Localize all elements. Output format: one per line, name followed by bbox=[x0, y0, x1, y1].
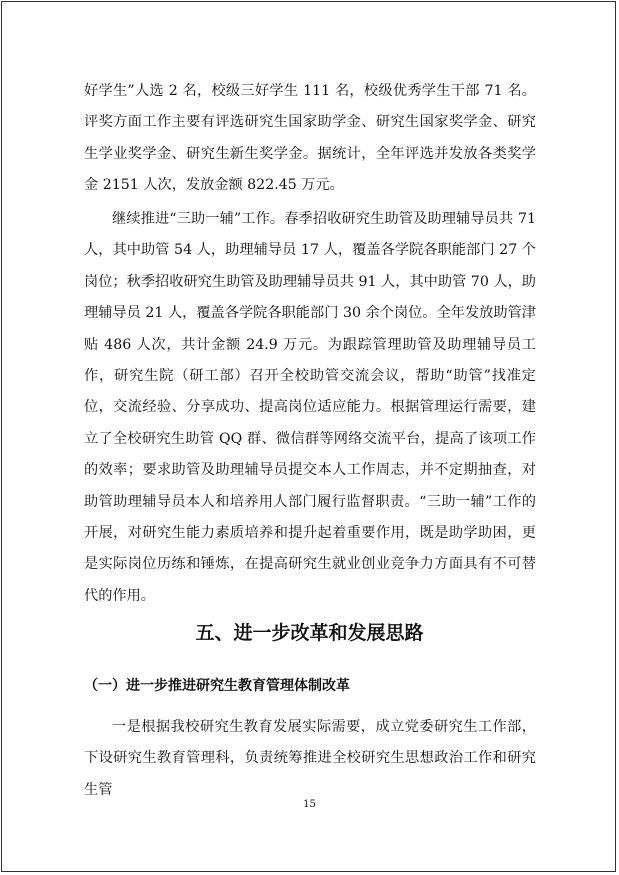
body-paragraph-three-aids: 继续推进“三助一辅”工作。春季招收研究生助管及助理辅导员共 71 人，其中助管 54 人，助理辅导员 17 人，覆盖各学院各职能部门 27 个岗位；秋季招收研究生助管及助理辅导员共 91 人，其中助管 70 人，助理辅导员 21 人，覆盖各学院各职能部门 30 余个岗位。全年发放助管津贴 486 人次，共计金额 24.9 万元。为跟踪管理助管及助理辅导员工作，研究生院（研工部）召开全校助管交流会议，帮助“助管”找准定位，交流经验、分享成功、提高岗位适应能力。根据管理运行需要，建立了全校研究生助管 QQ 群、微信群等网络交流平台，提高了该项工作的效率；要求助管及助理辅导员提交本人工作周志，并不定期抽查，对助管助理辅导员本人和培养用人部门履行监督职责。“三助一辅”工作的开展，对研究生能力素质培养和提升起着重要作用，既是助学助困，更是实际岗位历练和锤炼，在提高研究生就业创业竞争力方面具有不可替代的作用。 bbox=[84, 211, 536, 604]
body-paragraph-awards: 好学生”人选 2 名，校级三好学生 111 名，校级优秀学生干部 71 名。评奖方面工作主要有评选研究生国家助学金、研究生国家奖学金、研究生学业奖学金、研究生新生奖学金。据统计，全年评选并发放各类奖学金 2151 人次，发放金额 822.45 万元。 bbox=[84, 83, 536, 194]
sub-heading: （一）进一步推进研究生教育管理体制改革 bbox=[84, 678, 350, 694]
section-heading: 五、进一步改革和发展思路 bbox=[195, 622, 424, 644]
page-number: 15 bbox=[303, 799, 316, 810]
body-paragraph-reform: 一是根据我校研究生教育发展实际需要，成立党委研究生工作部，下设研究生教育管理科，负责统筹推进全校研究生思想政治工作和研究生管 bbox=[84, 719, 536, 798]
